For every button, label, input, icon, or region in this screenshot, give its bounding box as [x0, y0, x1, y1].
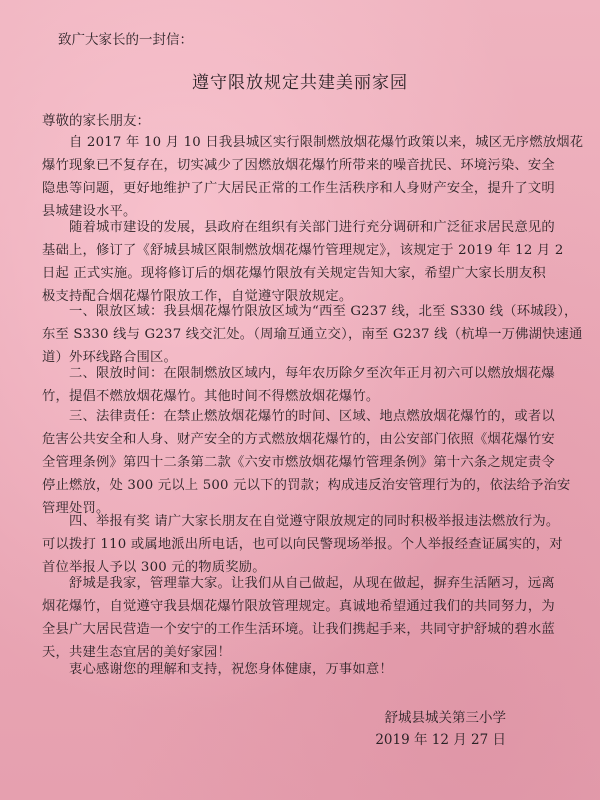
paragraph-line: 一、限放区域：我县烟花爆竹限放区域为“西至 G237 线，北至 S330 线（环城段），: [69, 304, 578, 319]
paragraph-line: 舒城是我家，管理靠大家。让我们从自己做起，从现在做起，摒弃生活陋习，远离: [69, 576, 555, 591]
paragraph-line: 县城建设水平。: [42, 204, 137, 219]
paragraph-line: 东至 S330 线与 G237 线交汇处。（周瑜互通立交），南至 G237 线（杭埠一万佛湖快速通: [42, 327, 583, 342]
paragraph-line: 自 2017 年 10 月 10 日我县城区实行限制燃放烟花爆竹政策以来，城区无序燃放烟花: [69, 135, 584, 150]
paragraph-line: 极支持配合烟花爆竹限放工作，自觉遵守限放规定。: [42, 289, 353, 304]
paragraph-1: [42, 131, 584, 223]
paragraph-line: 四、举报有奖 请广大家长朋友在自觉遵守限放规定的同时积极举报违法燃放行为。: [69, 514, 560, 529]
paragraph-8: [42, 658, 562, 681]
paragraph-line: 衷心感谢您的理解和支持，祝您身体健康，万事如意！: [69, 662, 393, 677]
paragraph-6: [42, 510, 562, 579]
paragraph-line: 停止燃放，处 300 元以上 500 元以下的罚款；构成违反治安管理行为的，依法给予治安: [42, 478, 571, 493]
paragraph-3: [42, 300, 583, 369]
paragraph-7: [42, 572, 562, 664]
paragraph-line: 随着城市建设的发展，县政府在组织有关部门进行充分调研和广泛征求居民意见的: [69, 220, 555, 235]
paragraph-line: 基础上，修订了《舒城县城区限制燃放烟花爆竹管理规定》，该规定于 2019 年 12 月 2: [42, 243, 564, 258]
greeting: 尊敬的家长朋友：: [42, 113, 150, 129]
letter-header: 致广大家长的一封信：: [58, 32, 193, 48]
paragraph-4: [42, 362, 562, 408]
letter-title: 遵守限放规定共建美丽家园: [192, 73, 408, 93]
paragraph-line: 天，共建生态宜居的美好家园！: [42, 645, 231, 660]
paragraph-line: 道）外环线路合围区。: [42, 350, 177, 365]
paragraph-line: 二、限放时间：在限制燃放区域内，每年农历除夕至次年正月初六可以燃放烟花爆: [69, 366, 555, 381]
paragraph-5: [42, 405, 571, 520]
paragraph-line: 烟花爆竹，自觉遵守我县烟花爆竹限放管理规定。真诚地希望通过我们的共同努力，为: [42, 599, 555, 614]
paragraph-line: 全管理条例》第四十二条第二款《六安市燃放烟花爆竹管理条例》第十六条之规定责令: [42, 455, 555, 470]
paragraph-line: 隐患等问题，更好地维护了广大居民正常的工作生活秩序和人身财产安全，提升了文明: [42, 181, 555, 196]
paragraph-line: 竹，提倡不燃放烟花爆竹。其他时间不得燃放烟花爆竹。: [42, 389, 380, 404]
paragraph-line: 全县广大居民营造一个安宁的工作生活环境。让我们携起手来，共同守护舒城的碧水蓝: [42, 622, 555, 637]
paragraph-line: 日起 正式实施。现将修订后的烟花爆竹限放有关规定告知大家，希望广大家长朋友积: [42, 266, 546, 281]
paragraph-line: 三、法律责任：在禁止燃放烟花爆竹的时间、区域、地点燃放烟花爆竹的，或者以: [69, 409, 555, 424]
paragraph-line: 首位举报人予以 300 元的物质奖励。: [42, 560, 266, 575]
paragraph-line: 危害公共安全和人身、财产安全的方式燃放烟花爆竹的，由公安部门依照《烟花爆竹安: [42, 432, 555, 447]
paragraph-line: 管理处罚。: [42, 501, 110, 516]
paragraph-line: 可以拨打 110 或属地派出所电话，也可以向民警现场举报。个人举报经查证属实的，对: [42, 537, 563, 552]
signature-date: 2019 年 12 月 27 日: [375, 732, 506, 748]
paragraph-2: [42, 216, 562, 308]
signature-school: 舒城县城关第三小学: [384, 710, 506, 726]
paragraph-line: 爆竹现象已不复存在，切实减少了因燃放烟花爆竹所带来的噪音扰民、环境污染、安全: [42, 158, 555, 173]
